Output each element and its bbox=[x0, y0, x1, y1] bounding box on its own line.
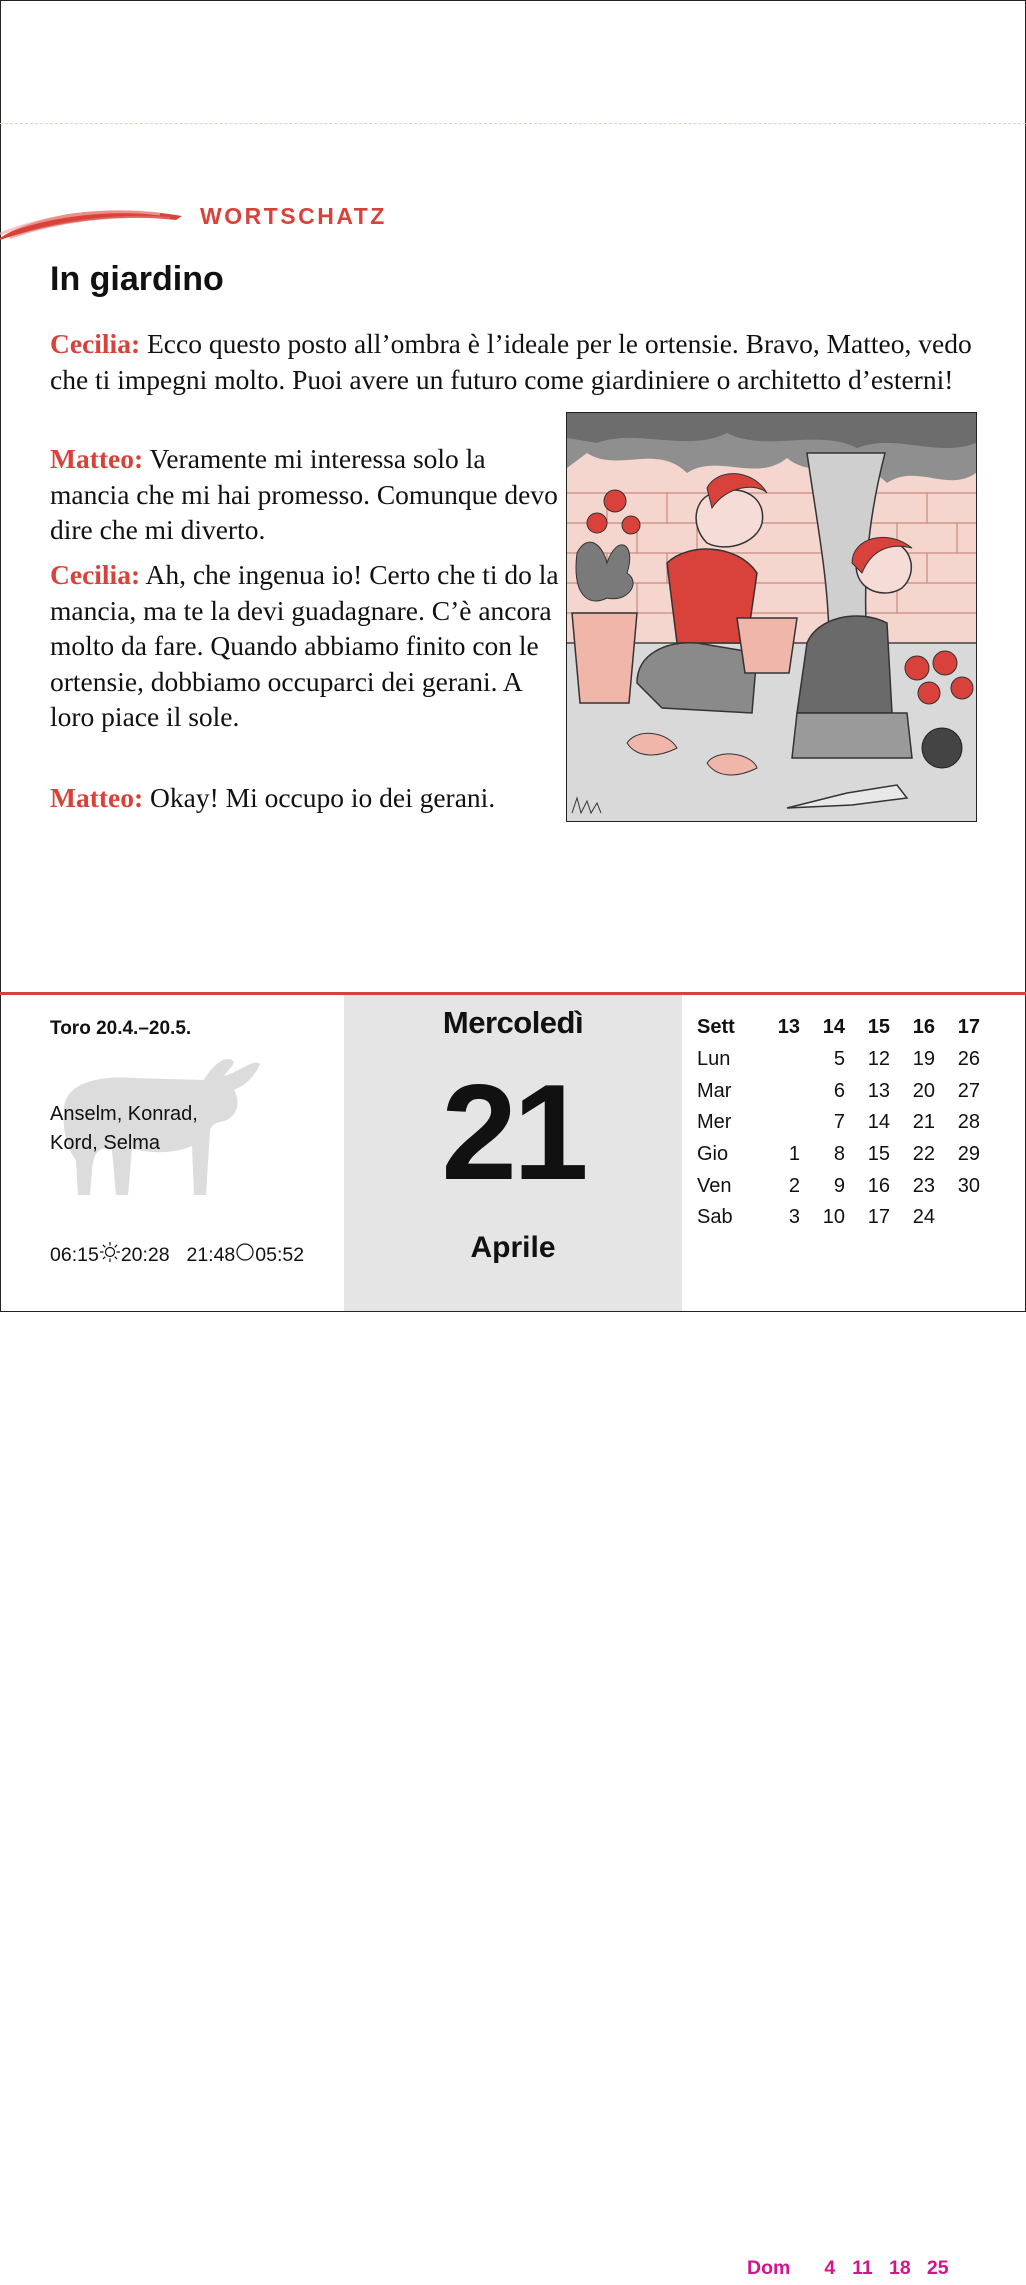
calendar-day: 8 bbox=[833, 1143, 845, 1166]
week-number: 16 bbox=[912, 1016, 935, 1039]
page-title: In giardino bbox=[50, 260, 224, 298]
dialogue-text: Okay! Mi occupo io dei gerani. bbox=[150, 782, 496, 813]
calendar-day: 6 bbox=[833, 1079, 845, 1102]
calendar-day: 24 bbox=[912, 1206, 935, 1229]
calendar-day bbox=[949, 2253, 980, 2285]
calendar-day: 1 bbox=[788, 1143, 800, 1166]
week-number: 15 bbox=[867, 1016, 890, 1039]
dialogue-line bbox=[50, 780, 560, 816]
sunrise-time: 06:15 bbox=[50, 1243, 99, 1266]
calendar-day: 20 bbox=[912, 1079, 935, 1102]
dialogue-text: Ah, che ingenua io! Certo che ti do la mancia, ma te la devi guadagnare. C’è ancora molto da fare. Quando abbiamo finito con le ortensie, dobbiamo occuparci dei gerani. A loro piace il sole. bbox=[50, 559, 559, 732]
calendar-day: 13 bbox=[867, 1079, 890, 1102]
calendar-day: 15 bbox=[867, 1143, 890, 1166]
moonset-time: 05:52 bbox=[255, 1243, 305, 1266]
calendar-header-row bbox=[697, 1012, 980, 1044]
month-calendar bbox=[697, 1012, 980, 2280]
garden-illustration bbox=[566, 412, 977, 822]
calendar-row bbox=[697, 1202, 980, 1234]
week-header-label: Sett bbox=[697, 1016, 735, 1039]
calendar-day: 26 bbox=[957, 1048, 980, 1071]
day-label: Lun bbox=[697, 1048, 731, 1071]
calendar-row bbox=[697, 1170, 980, 1202]
name-days-line: Kord, Selma bbox=[50, 1132, 161, 1154]
calendar-day: 19 bbox=[912, 1048, 935, 1071]
zodiac-sign: Toro 20.4.–20.5. bbox=[50, 1018, 192, 1039]
dialogue-line bbox=[50, 441, 560, 548]
calendar-day: 27 bbox=[957, 1079, 980, 1102]
week-number: 13 bbox=[777, 1016, 800, 1039]
dialogue-line bbox=[50, 557, 560, 735]
day-label: Dom bbox=[747, 2257, 791, 2280]
calendar-day: 25 bbox=[926, 2257, 949, 2280]
speaker-label: Matteo: bbox=[50, 782, 144, 813]
calendar-day: 10 bbox=[822, 1206, 845, 1229]
moon-icon bbox=[235, 1242, 255, 1268]
name-days-line: Anselm, Konrad, bbox=[50, 1103, 198, 1125]
calendar-day: 5 bbox=[833, 1048, 845, 1071]
date-panel bbox=[344, 995, 682, 1311]
dialogue-text: Ecco questo posto all’ombra è l’ideale per le ortensie. Bravo, Matteo, vedo che ti impegni molto. Puoi avere un futuro come giardiniere o architetto d’esterni! bbox=[50, 328, 972, 395]
dialogue-line bbox=[50, 326, 980, 397]
calendar-day: 30 bbox=[957, 1174, 980, 1197]
week-number: 17 bbox=[957, 1016, 980, 1039]
calendar-day: 18 bbox=[888, 2257, 911, 2280]
calendar-day bbox=[935, 1202, 980, 1234]
calendar-day: 17 bbox=[867, 1206, 890, 1229]
calendar-day: 12 bbox=[867, 1048, 890, 1071]
calendar-day: 21 bbox=[912, 1111, 935, 1134]
weekday: Mercoledì bbox=[442, 1005, 584, 1040]
calendar-day: 16 bbox=[867, 1174, 890, 1197]
calendar-day: 4 bbox=[824, 2257, 836, 2280]
calendar-day: 11 bbox=[852, 2257, 873, 2280]
brush-swoosh-icon bbox=[0, 198, 190, 240]
calendar-row bbox=[697, 1044, 980, 1076]
day-label: Gio bbox=[697, 1143, 729, 1166]
calendar-day: 9 bbox=[833, 1174, 845, 1197]
calendar-day bbox=[755, 1044, 800, 1076]
speaker-label: Cecilia: bbox=[50, 559, 141, 590]
week-number: 14 bbox=[822, 1016, 845, 1039]
sun-icon bbox=[99, 1241, 121, 1269]
calendar-day bbox=[755, 1107, 800, 1139]
calendar-day: 29 bbox=[957, 1143, 980, 1166]
section-label: WORTSCHATZ bbox=[200, 203, 387, 229]
calendar-day: 3 bbox=[788, 1206, 800, 1229]
day-label: Ven bbox=[697, 1174, 732, 1197]
day-label: Sab bbox=[697, 1206, 733, 1229]
calendar-row bbox=[697, 1139, 980, 1171]
calendar-row bbox=[697, 1075, 980, 1107]
calendar-row-sunday bbox=[747, 2253, 980, 2285]
day-label: Mer bbox=[697, 1111, 732, 1134]
dialogue-text: Veramente mi interessa solo la mancia che mi hai promesso. Comunque devo dire che mi diverto. bbox=[50, 443, 558, 545]
sunset-time: 20:28 bbox=[120, 1243, 170, 1266]
calendar-day: 14 bbox=[867, 1111, 890, 1134]
calendar-day: 2 bbox=[788, 1174, 800, 1197]
name-days bbox=[50, 1100, 250, 1158]
moonrise-time: 21:48 bbox=[186, 1243, 236, 1266]
calendar-day bbox=[755, 1075, 800, 1107]
calendar-day: 28 bbox=[957, 1111, 980, 1134]
calendar-day: 7 bbox=[833, 1111, 845, 1134]
day-label: Mar bbox=[697, 1079, 732, 1102]
speaker-label: Matteo: bbox=[50, 443, 144, 474]
calendar-day: 22 bbox=[912, 1143, 935, 1166]
cut-line bbox=[0, 123, 1026, 124]
calendar-row bbox=[697, 1107, 980, 1139]
calendar-day: 23 bbox=[912, 1174, 935, 1197]
day-number: 21 bbox=[441, 1056, 585, 1208]
speaker-label: Cecilia: bbox=[50, 328, 141, 359]
month: Aprile bbox=[470, 1231, 556, 1264]
sun-moon-times bbox=[50, 1241, 304, 1269]
